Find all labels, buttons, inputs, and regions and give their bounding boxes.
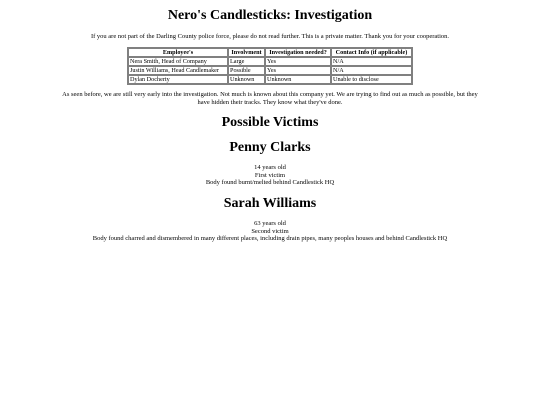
table-row <box>128 75 412 84</box>
victim-finding: Body found charred and dismembered in many different places, including drain pipes, many peoples houses and behind Candlestick HQ <box>92 235 448 242</box>
table-cell-employee: Dylan Docherty <box>128 75 228 84</box>
column-header-investigation: Investigation needed? <box>265 48 331 57</box>
employees-table-wrapper <box>0 47 540 85</box>
victim-details <box>0 164 540 187</box>
table-cell-employee: Justin Williams, Head Candlemaker <box>128 66 228 75</box>
victim-order: First victim <box>254 171 286 179</box>
table-cell-investigation: Unknown <box>265 75 331 84</box>
table-cell-contact: N/A <box>331 66 412 75</box>
column-header-contact: Contact Info (if applicable) <box>331 48 412 57</box>
table-cell-contact: N/A <box>331 57 412 66</box>
private-notice: If you are not part of the Darling County police force, please do not read further. This is a private matter. Thank you for your cooperation. <box>90 33 450 40</box>
victims-heading: Possible Victims <box>221 115 319 130</box>
table-cell-investigation: Yes <box>265 57 331 66</box>
victim-name: Penny Clarks <box>229 140 311 155</box>
page-title: Nero's Candlesticks: Investigation <box>167 8 373 23</box>
table-cell-employee: Nera Smith, Head of Company <box>128 57 228 66</box>
victim-age: 14 years old <box>254 164 286 171</box>
victim-details <box>0 220 540 243</box>
employees-table <box>127 47 413 85</box>
investigation-summary: As seen before, we are still very early into the investigation. Not much is known about this company yet. We are trying to find out as much as possible, but they have hidden their tracks. They know what they've done. <box>62 91 478 106</box>
victim-age: 63 years old <box>254 220 286 227</box>
table-cell-involvement: Possible <box>228 66 265 75</box>
table-row <box>128 66 412 75</box>
table-cell-contact: Unable to disclose <box>331 75 412 84</box>
table-row <box>128 57 412 66</box>
column-header-employee: Employee's <box>128 48 228 57</box>
table-cell-involvement: Large <box>228 57 265 66</box>
column-header-involvement: Involvment <box>228 48 265 57</box>
table-cell-involvement: Unknown <box>228 75 265 84</box>
victim-finding: Body found burnt/melted behind Candlestick HQ <box>205 179 335 186</box>
table-header-row <box>128 48 412 57</box>
table-cell-investigation: Yes <box>265 66 331 75</box>
victim-name: Sarah Williams <box>223 196 317 211</box>
victim-order: Second victim <box>251 227 289 235</box>
